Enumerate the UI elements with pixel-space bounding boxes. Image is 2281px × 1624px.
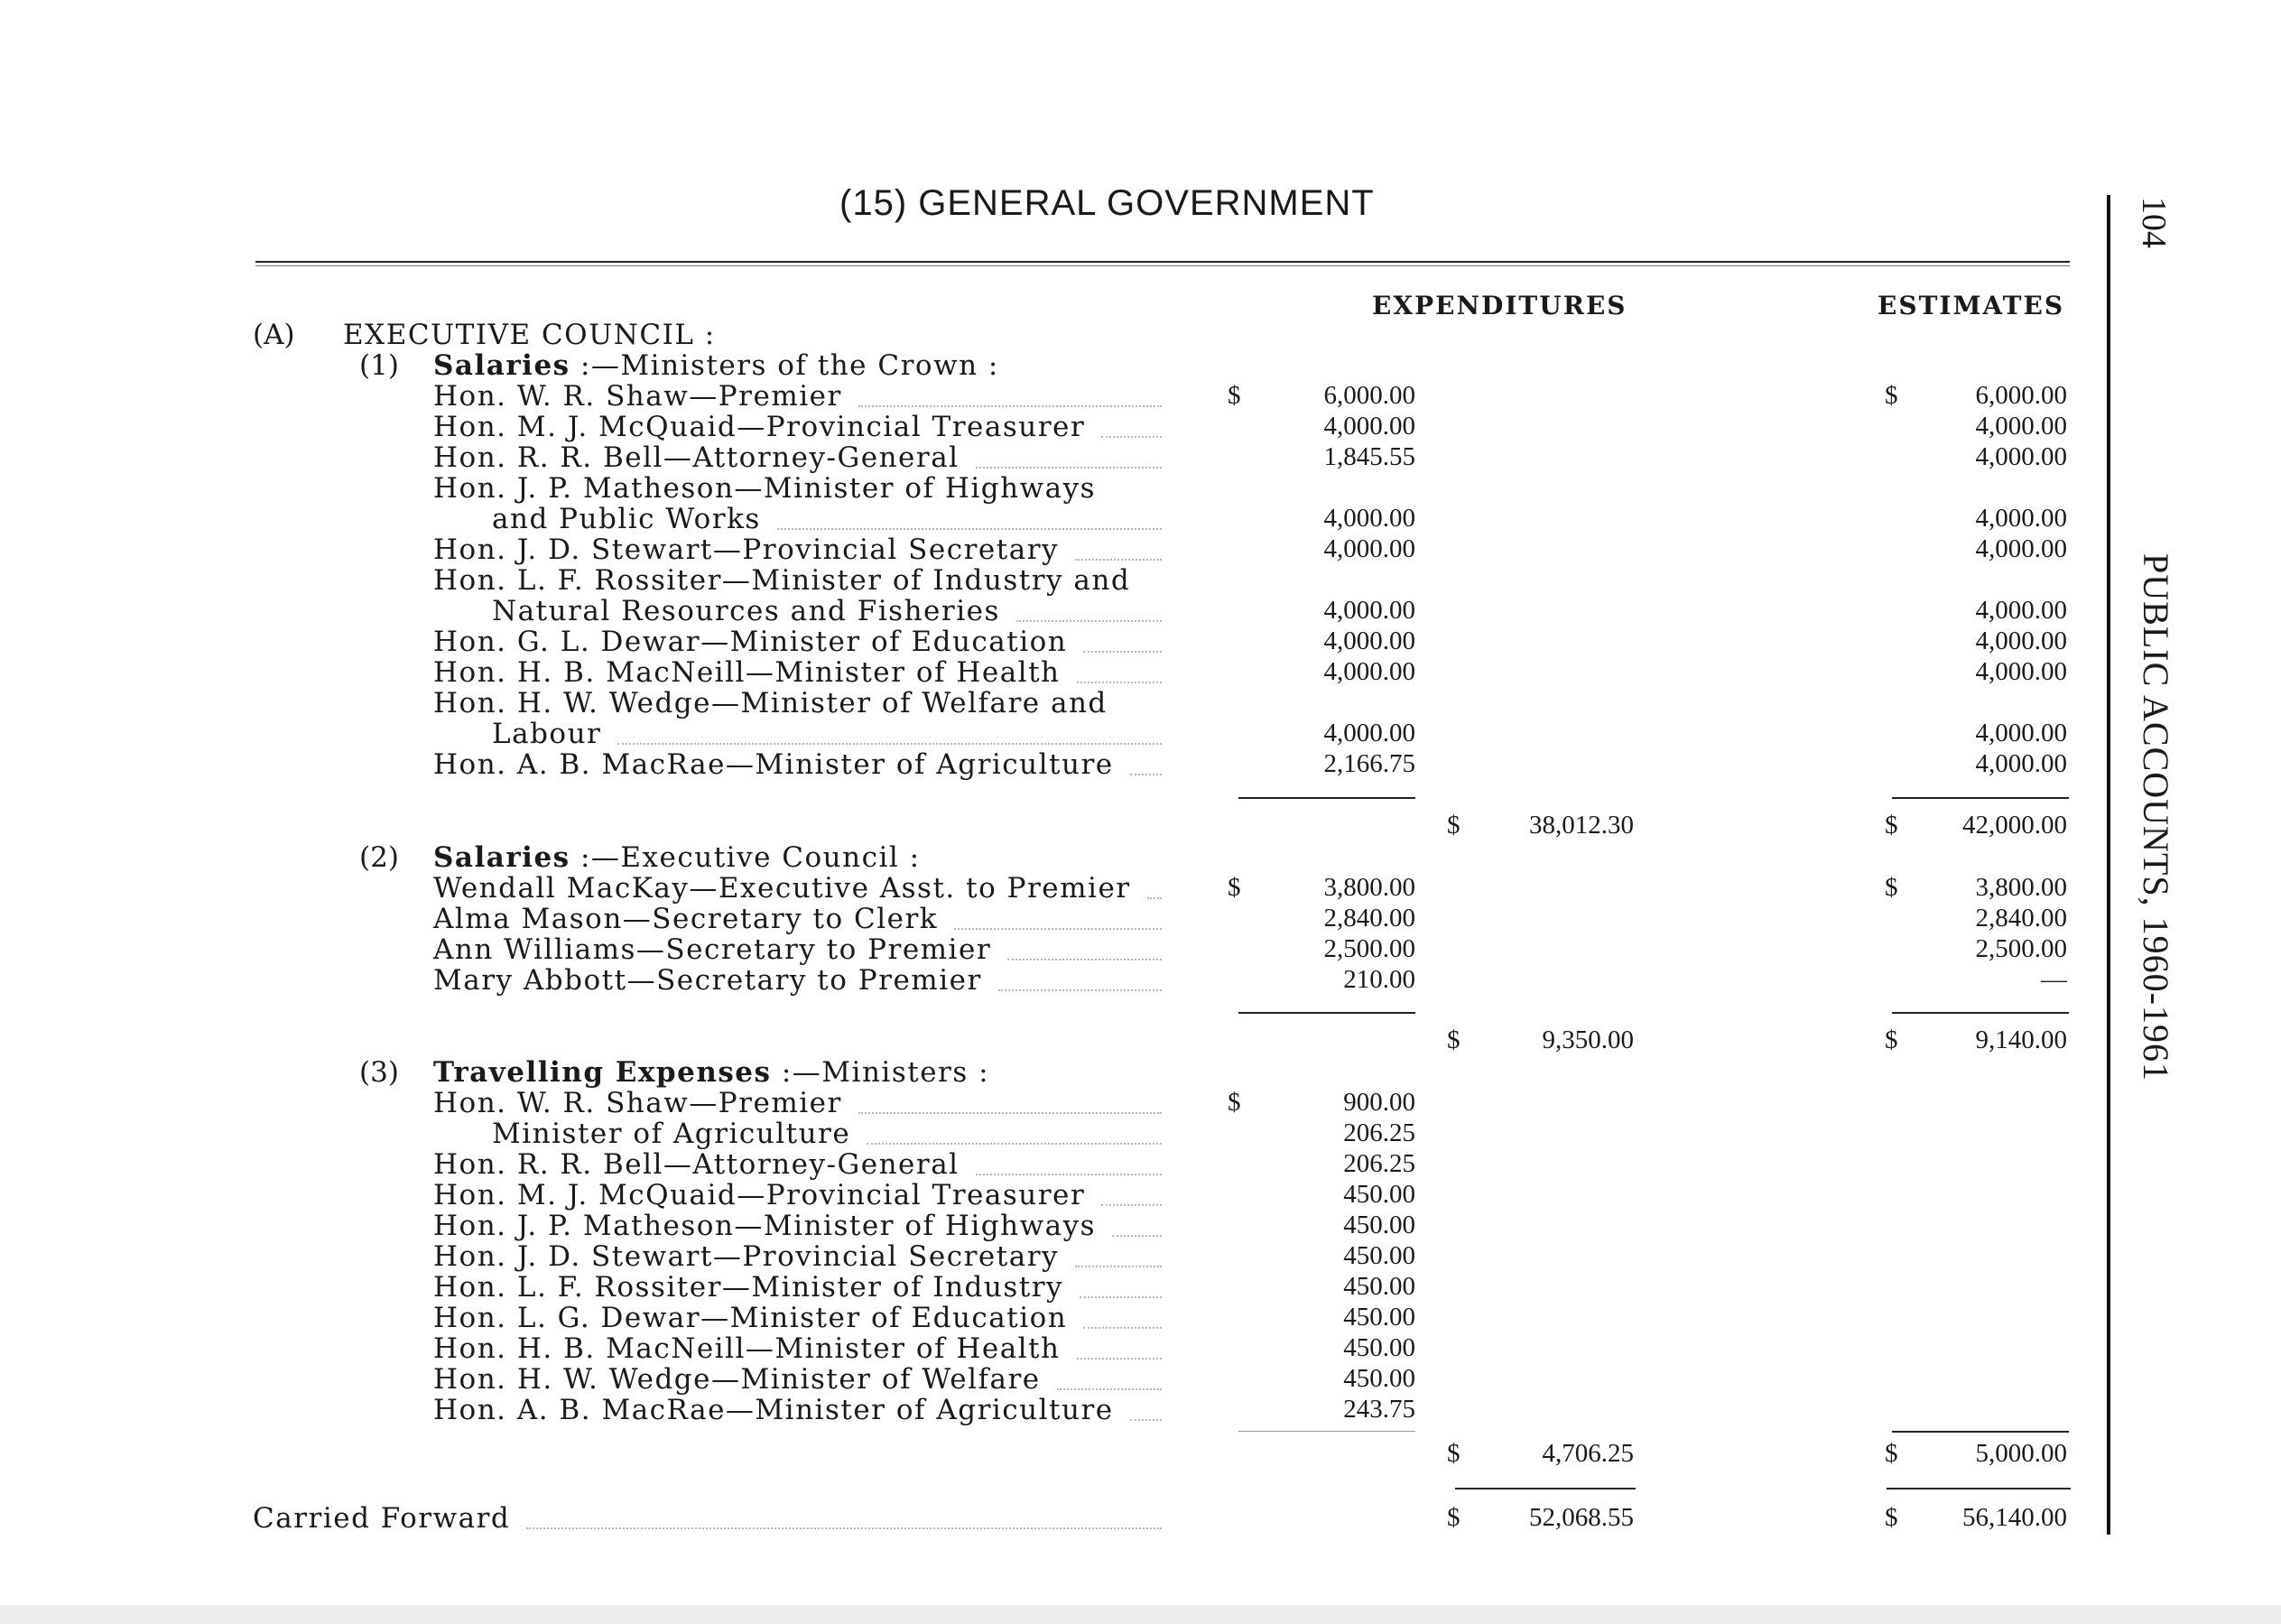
dot-leader: [1112, 1235, 1162, 1237]
currency-symbol: $: [1885, 1503, 1898, 1532]
expenditure-amount: 3,800.00: [1323, 873, 1415, 902]
row-label: Hon. M. J. McQuaid—Provincial Treasurer: [433, 411, 1086, 443]
row-label: Minister of Agriculture: [492, 1118, 851, 1150]
expenditure-amount: 900.00: [1343, 1088, 1415, 1117]
expenditure-amount: 6,000.00: [1323, 381, 1415, 410]
estimate-amount: 4,000.00: [1975, 504, 2067, 533]
expenditure-amount: 450.00: [1343, 1333, 1415, 1362]
estimate-amount: 4,000.00: [1975, 534, 2067, 563]
dot-leader: [1080, 1296, 1162, 1298]
column-header-estimates: ESTIMATES: [1878, 291, 2065, 320]
expenditure-amount: 450.00: [1343, 1241, 1415, 1270]
estimate-amount: 4,000.00: [1975, 626, 2067, 655]
currency-symbol: $: [1885, 1025, 1898, 1054]
section-title: EXECUTIVE COUNCIL :: [343, 319, 716, 351]
expenditure-amount: 4,000.00: [1323, 504, 1415, 533]
expenditure-amount: 243.75: [1343, 1395, 1415, 1424]
currency-symbol: $: [1885, 381, 1898, 410]
carried-forward-expenditure: 52,068.55: [1529, 1503, 1634, 1532]
dot-leader: [1007, 959, 1162, 960]
margin-rule: [2107, 195, 2110, 1535]
currency-symbol: $: [1447, 1503, 1460, 1532]
expenditure-amount: 206.25: [1343, 1118, 1415, 1147]
row-label: Hon. A. B. MacRae—Minister of Agriculture: [433, 1394, 1114, 1426]
dot-leader: [858, 1112, 1162, 1114]
estimate-amount: 4,000.00: [1975, 596, 2067, 625]
row-label: Hon. W. R. Shaw—Premier: [433, 1087, 842, 1119]
header-rule: [255, 261, 2070, 263]
expenditure-amount: 450.00: [1343, 1303, 1415, 1332]
expenditure-amount: 4,000.00: [1323, 596, 1415, 625]
row-label: Hon. A. B. MacRae—Minister of Agriculture: [433, 748, 1114, 781]
row-label: Hon. R. R. Bell—Attorney-General: [433, 1148, 960, 1181]
dot-leader: [526, 1527, 1162, 1529]
estimate-amount: 4,000.00: [1975, 657, 2067, 686]
estimate-amount: 2,500.00: [1975, 934, 2067, 963]
dot-leader: [1101, 436, 1162, 438]
group-number: (1): [359, 349, 399, 382]
row-label: Hon. L. G. Dewar—Minister of Education: [433, 1302, 1068, 1334]
row-label: Labour: [492, 718, 602, 750]
dot-leader: [1077, 1358, 1162, 1360]
page-number: 104: [2135, 197, 2173, 248]
expenditure-amount: 2,500.00: [1323, 934, 1415, 963]
row-label: Hon. L. F. Rossiter—Minister of Industry and: [433, 564, 1131, 597]
dot-leader: [617, 743, 1162, 745]
expenditure-amount: 450.00: [1343, 1211, 1415, 1239]
estimate-amount: 4,000.00: [1975, 442, 2067, 471]
group-heading: [433, 1056, 989, 1089]
dot-leader: [1077, 682, 1162, 683]
row-label: Hon. H. W. Wedge—Minister of Welfare and: [433, 687, 1108, 719]
row-label: Hon. R. R. Bell—Attorney-General: [433, 441, 960, 474]
expenditure-amount: 4,000.00: [1323, 412, 1415, 441]
currency-symbol: $: [1447, 811, 1460, 840]
scan-edge: [0, 1605, 2281, 1624]
estimate-amount: 4,000.00: [1975, 719, 2067, 747]
estimate-amount: 4,000.00: [1975, 412, 2067, 441]
dot-leader: [1057, 1388, 1162, 1390]
currency-symbol: $: [1447, 1439, 1460, 1468]
estimate-total: 9,140.00: [1975, 1025, 2067, 1054]
group-heading: [433, 349, 999, 382]
dot-leader: [954, 928, 1162, 930]
row-label: Hon. J. D. Stewart—Provincial Secretary: [433, 1240, 1060, 1273]
dot-leader: [1083, 651, 1162, 653]
expenditure-amount: 206.25: [1343, 1149, 1415, 1178]
row-label: Hon. H. B. MacNeill—Minister of Health: [433, 1332, 1061, 1365]
estimate-amount: —: [2041, 965, 2067, 994]
dot-leader: [1130, 1419, 1162, 1421]
dot-leader: [1083, 1327, 1162, 1329]
expenditure-amount: 210.00: [1343, 965, 1415, 994]
dot-leader: [976, 467, 1162, 469]
dot-leader: [976, 1174, 1162, 1175]
group-heading-bold: Salaries: [433, 349, 570, 382]
estimate-amount: 4,000.00: [1975, 749, 2067, 778]
running-title: PUBLIC ACCOUNTS, 1960-1961: [2136, 553, 2176, 1081]
group-number: (2): [359, 841, 399, 874]
total-rule: [1455, 1488, 1636, 1489]
currency-symbol: $: [1228, 381, 1241, 410]
row-label: Natural Resources and Fisheries: [492, 595, 1000, 627]
row-label: Hon. M. J. McQuaid—Provincial Treasurer: [433, 1179, 1086, 1211]
subtotal-rule: [1238, 1012, 1415, 1014]
dot-leader: [998, 989, 1162, 991]
row-label: Hon. G. L. Dewar—Minister of Education: [433, 626, 1068, 658]
currency-symbol: $: [1228, 1088, 1241, 1117]
subtotal-rule: [1238, 1431, 1415, 1432]
subtotal-rule: [1892, 797, 2069, 799]
section-letter: (A): [253, 319, 295, 351]
expenditure-amount: 2,166.75: [1323, 749, 1415, 778]
estimate-amount: 6,000.00: [1975, 381, 2067, 410]
dot-leader: [1016, 620, 1162, 622]
group-heading-text: :—Executive Council :: [580, 841, 921, 874]
estimate-total: 42,000.00: [1962, 811, 2067, 840]
dot-leader: [777, 528, 1162, 530]
currency-symbol: $: [1228, 873, 1241, 902]
dot-leader: [1130, 774, 1162, 775]
expenditure-amount: 4,000.00: [1323, 534, 1415, 563]
group-number: (3): [359, 1056, 399, 1089]
dot-leader: [1075, 559, 1162, 561]
expenditure-amount: 4,000.00: [1323, 719, 1415, 747]
row-label: Hon. J. D. Stewart—Provincial Secretary: [433, 534, 1060, 566]
group-heading-bold: Salaries: [433, 841, 570, 874]
expenditure-amount: 4,000.00: [1323, 657, 1415, 686]
currency-symbol: $: [1447, 1025, 1460, 1054]
estimate-amount: 3,800.00: [1975, 873, 2067, 902]
subtotal-rule: [1892, 1012, 2069, 1014]
dot-leader: [1075, 1266, 1162, 1267]
dot-leader: [858, 405, 1162, 407]
subtotal-rule: [1238, 797, 1415, 799]
subtotal-rule: [1892, 1431, 2069, 1433]
currency-symbol: $: [1885, 811, 1898, 840]
expenditure-amount: 450.00: [1343, 1364, 1415, 1393]
expenditure-amount: 450.00: [1343, 1180, 1415, 1209]
currency-symbol: $: [1885, 1439, 1898, 1468]
group-subtotal: 38,012.30: [1529, 811, 1634, 840]
page-title: (15) GENERAL GOVERNMENT: [839, 183, 1375, 223]
row-label: Wendall MacKay—Executive Asst. to Premier: [433, 872, 1131, 905]
total-rule: [1887, 1488, 2071, 1489]
expenditure-amount: 2,840.00: [1323, 904, 1415, 933]
row-label: Hon. L. F. Rossiter—Minister of Industry: [433, 1271, 1064, 1304]
group-subtotal: 9,350.00: [1542, 1025, 1634, 1054]
group-heading-bold: Travelling Expenses: [433, 1056, 772, 1089]
carried-forward-estimate: 56,140.00: [1962, 1503, 2067, 1532]
row-label: Hon. H. B. MacNeill—Minister of Health: [433, 656, 1061, 689]
estimate-total: 5,000.00: [1975, 1439, 2067, 1468]
group-subtotal: 4,706.25: [1542, 1439, 1634, 1468]
carried-forward-label: Carried Forward: [253, 1502, 511, 1535]
row-label: Hon. J. P. Matheson—Minister of Highways: [433, 472, 1097, 505]
row-label: Mary Abbott—Secretary to Premier: [433, 964, 982, 997]
estimate-amount: 2,840.00: [1975, 904, 2067, 933]
row-label: Hon. H. W. Wedge—Minister of Welfare: [433, 1363, 1041, 1396]
row-label: Hon. W. R. Shaw—Premier: [433, 380, 842, 413]
dot-leader: [867, 1143, 1162, 1145]
expenditure-amount: 1,845.55: [1323, 442, 1415, 471]
group-heading: [433, 841, 921, 874]
expenditure-amount: 4,000.00: [1323, 626, 1415, 655]
header-rule-thin: [255, 265, 2070, 266]
row-label: Hon. J. P. Matheson—Minister of Highways: [433, 1210, 1097, 1242]
dot-leader: [1147, 897, 1162, 899]
dot-leader: [1101, 1204, 1162, 1206]
expenditure-amount: 450.00: [1343, 1272, 1415, 1301]
column-header-expenditures: EXPENDITURES: [1372, 291, 1627, 320]
row-label: Alma Mason—Secretary to Clerk: [433, 903, 939, 935]
group-heading-text: :—Ministers :: [781, 1056, 990, 1089]
row-label: Ann Williams—Secretary to Premier: [433, 933, 992, 966]
currency-symbol: $: [1885, 873, 1898, 902]
row-label: and Public Works: [492, 503, 761, 535]
group-heading-text: :—Ministers of the Crown :: [580, 349, 999, 382]
